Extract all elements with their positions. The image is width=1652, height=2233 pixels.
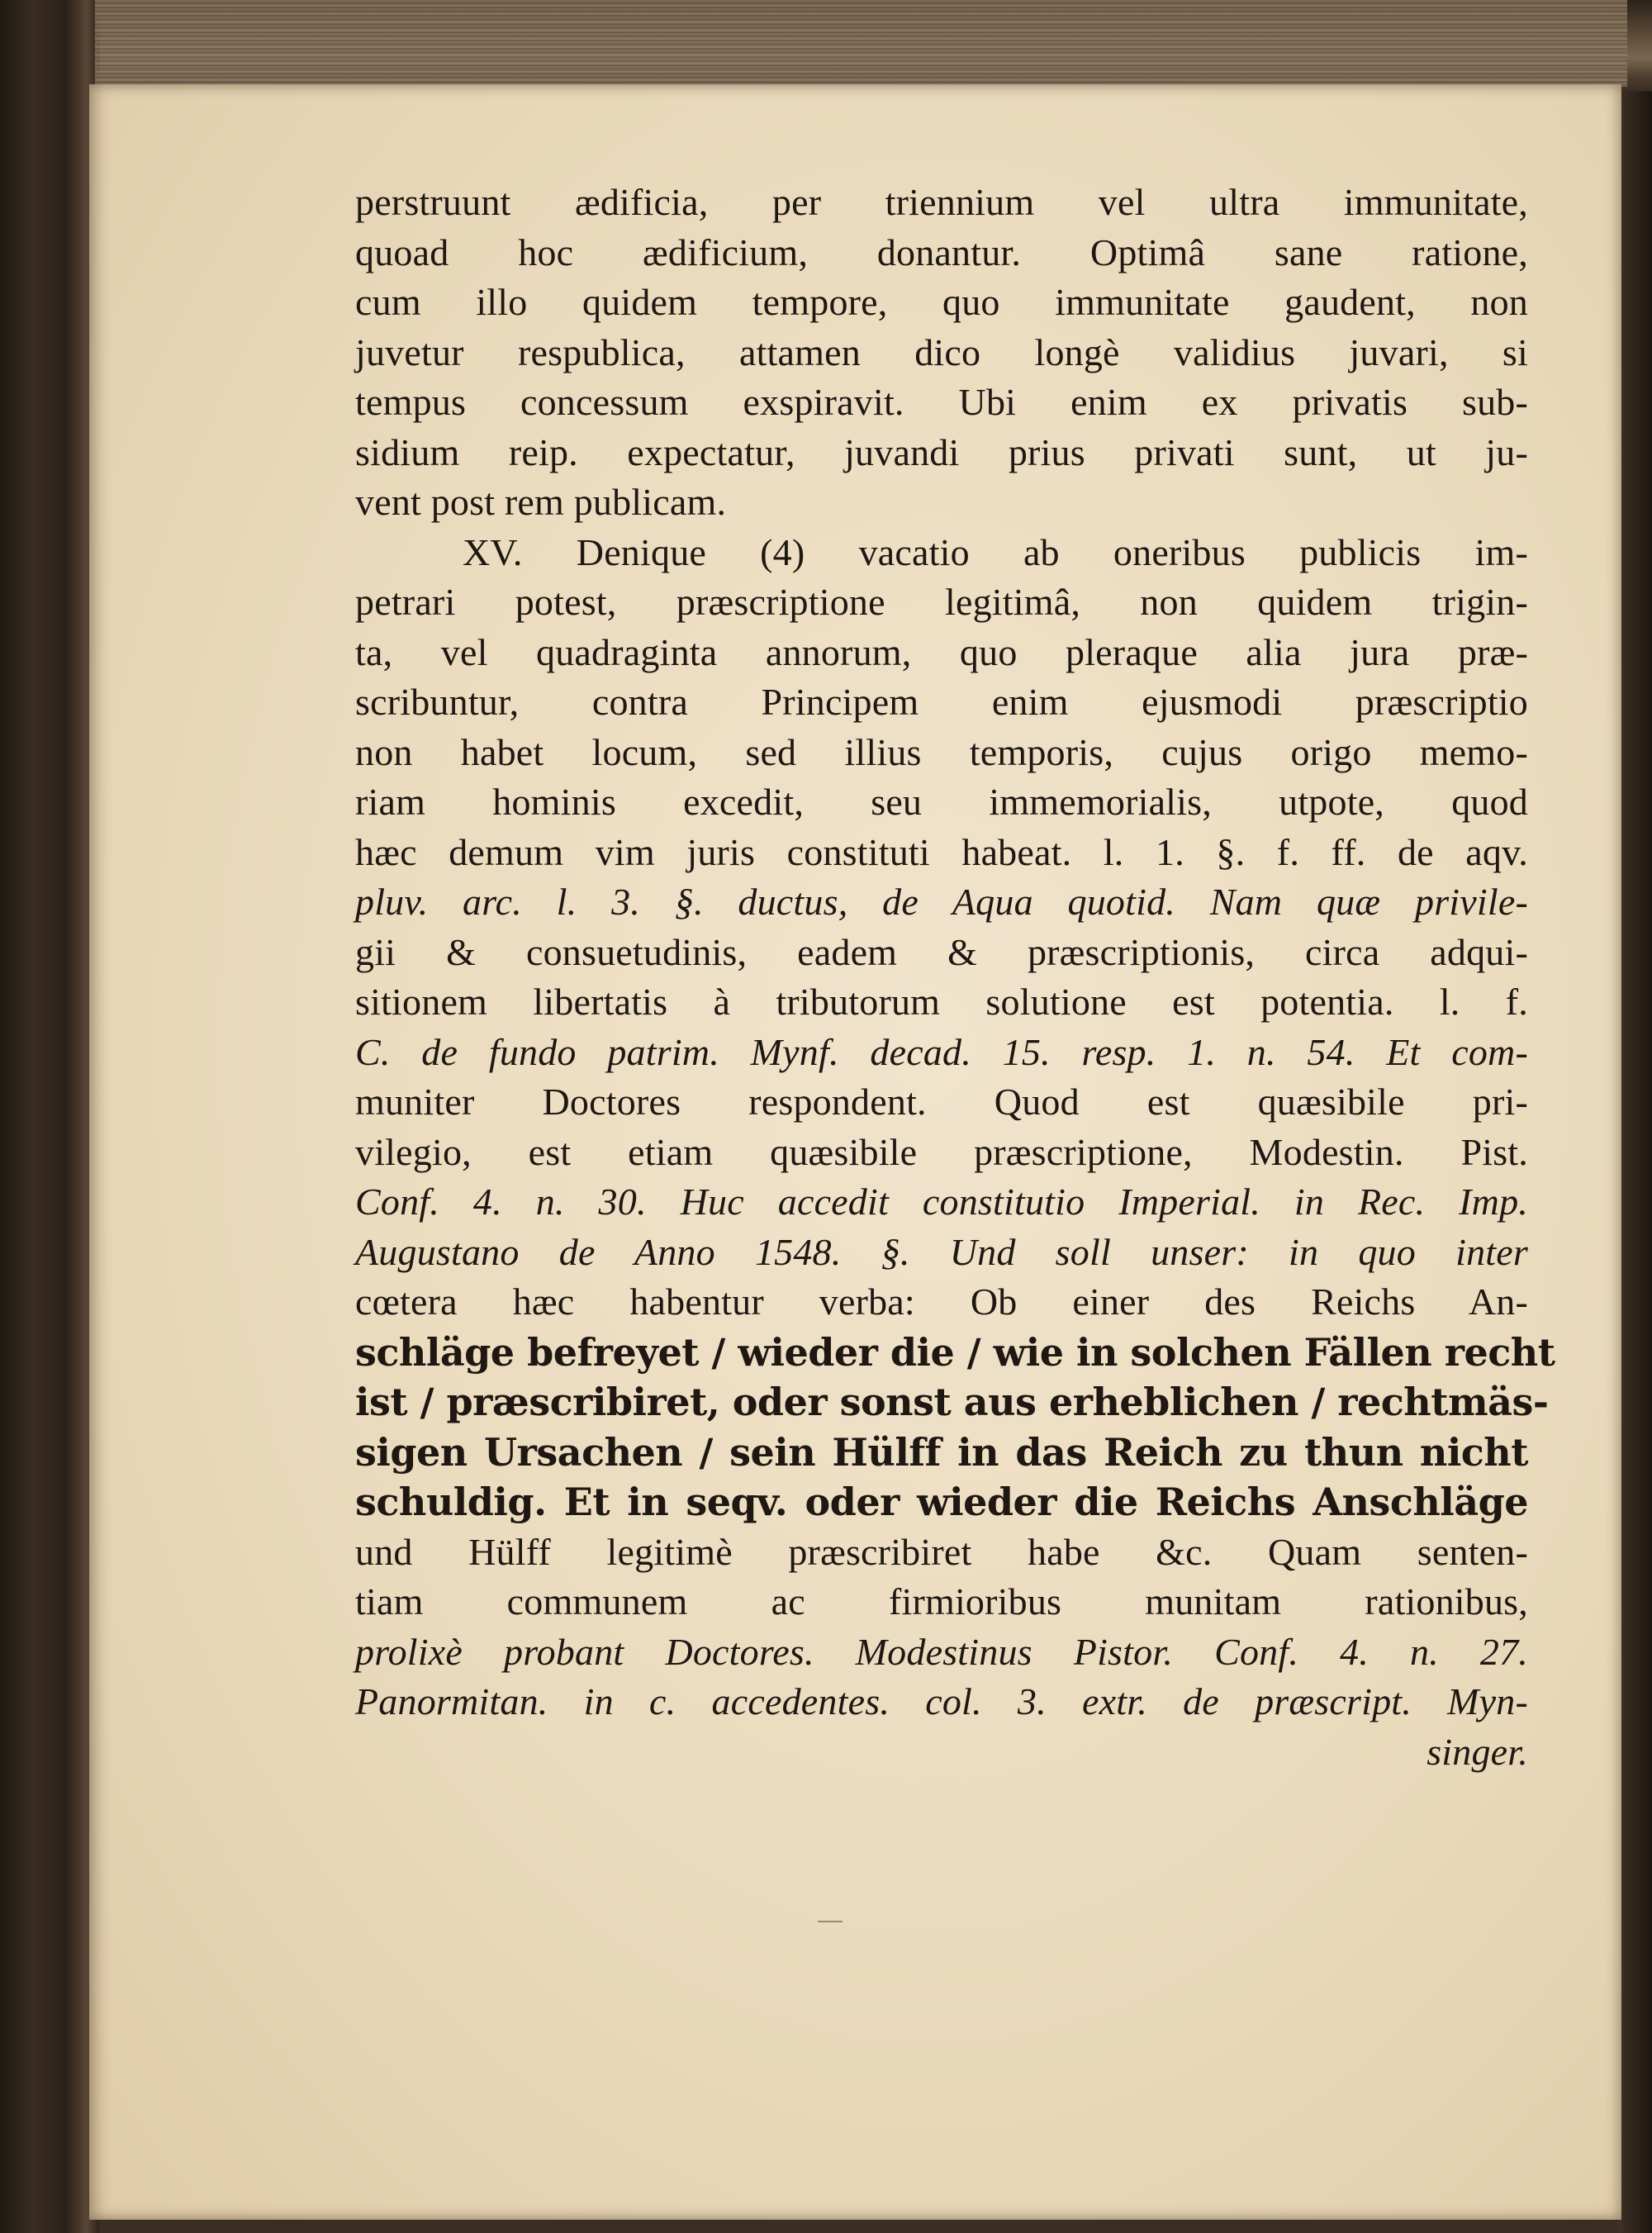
text-line: tiam communem ac firmioribus munitam rationibus, — [355, 1580, 1528, 1622]
paragraph-start-line: XV. Denique (4) vacatio ab oneribus publicis im- — [463, 530, 1528, 573]
text-line: muniter Doctores respondent. Quod est quæsibile pri- — [355, 1081, 1528, 1123]
page-mark — [818, 1921, 843, 1922]
german-quote-line: sigen Ursachen / sein Hülff in das Reich zu thun nicht — [355, 1429, 1528, 1475]
text-line: sidium reip. expectatur, juvandi prius privati sunt, ut ju- — [355, 430, 1528, 473]
text-line: gii & consuetudinis, eadem & præscriptionis, circa adqui- — [355, 930, 1528, 973]
text-line: juvetur respublica, attamen dico longè validius juvari, si — [355, 330, 1528, 373]
text-line: hæc demum vim juris constituti habeat. l. 1. §. f. ff. de aqv. — [355, 830, 1528, 873]
german-quote-line: schläge befreyet / wieder die / wie in solchen Fällen recht — [355, 1329, 1555, 1375]
text-line: ta, vel quadraginta annorum, quo pleraque alia jura præ- — [355, 630, 1528, 673]
text-line: vent post rem publicam. — [355, 481, 727, 523]
citation-line: pluv. arc. l. 3. §. ductus, de Aqua quotid. Nam quæ privile- — [355, 881, 1528, 923]
text-line: cœtera hæc habentur verba: Ob einer des Reichs An- — [355, 1280, 1528, 1323]
citation-line: Conf. 4. n. 30. Huc accedit constitutio Imperial. in Rec. Imp. — [355, 1181, 1528, 1223]
german-quote-line: schuldig. Et in seqv. oder wieder die Reichs Anschläge — [355, 1480, 1528, 1524]
text-line: scribuntur, contra Principem enim ejusmodi præscriptio — [355, 681, 1528, 723]
text-line: non habet locum, sed illius temporis, cujus origo memo- — [355, 730, 1528, 773]
text-line: sitionem libertatis à tributorum solutione est potentia. l. f. — [355, 981, 1528, 1023]
german-quote-line: ist / præscribiret, oder sonst aus erheblichen / rechtmäs- — [355, 1380, 1549, 1424]
text-line: cum illo quidem tempore, quo immunitate gaudent, non — [355, 281, 1528, 323]
citation-line: Augustano de Anno 1548. §. Und soll unser: in quo inter — [355, 1230, 1528, 1273]
text-line: quoad hoc ædificium, donantur. Optimâ sane ratione, — [355, 230, 1528, 273]
citation-line: Panormitan. in c. accedentes. col. 3. extr. de præscript. Myn- — [355, 1680, 1528, 1722]
citation-line: prolixè probant Doctores. Modestinus Pistor. Conf. 4. n. 27. — [355, 1630, 1528, 1673]
text-line: riam hominis excedit, seu immemorialis, utpote, quod — [355, 781, 1528, 823]
page-edges — [95, 0, 1627, 87]
text-line: vilegio, est etiam quæsibile præscriptione, Modestin. Pist. — [355, 1130, 1528, 1173]
text-line: und Hülff legitimè præscribiret habe &c. Quam senten- — [355, 1530, 1528, 1573]
catchword: singer. — [1427, 1730, 1528, 1773]
text-line: tempus concessum exspiravit. Ubi enim ex privatis sub- — [355, 381, 1528, 423]
citation-line: C. de fundo patrim. Mynf. decad. 15. resp. 1. n. 54. Et com- — [355, 1030, 1528, 1073]
body-text — [355, 178, 1555, 1777]
text-line: petrari potest, præscriptione legitimâ, non quidem trigin- — [355, 581, 1528, 623]
text-line: perstruunt ædificia, per triennium vel ultra immunitate, — [355, 181, 1528, 223]
